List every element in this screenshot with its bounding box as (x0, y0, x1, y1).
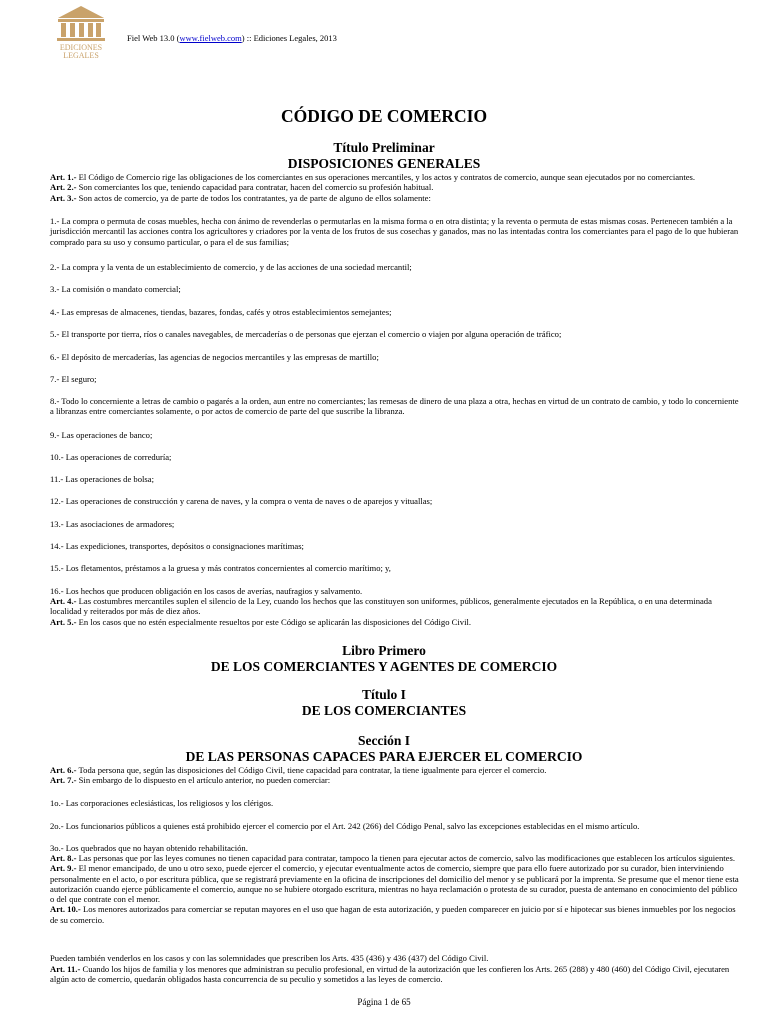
article-text: Son actos de comercio, ya de parte de todos los contratantes, ya de parte de alguno de ellos solamente: (76, 192, 431, 203)
list-item: 2.- La compra y la venta de un establecimiento de comercio, y de las acciones de una sociedad mercantil; (50, 262, 412, 272)
article-text: Son comerciantes los que, teniendo capacidad para contratar, hacen del comercio su profesión habitual. (76, 182, 434, 193)
article-text: Toda persona que, según las disposiciones del Código Civil, tiene capacidad para contratar, la tiene igualmente para ejercer el comercio. (76, 765, 547, 775)
list-item: 3.- La comisión o mandato comercial; (50, 284, 181, 294)
articles-4-5 (50, 596, 740, 627)
heading-line2: DE LAS PERSONAS CAPACES PARA EJERCER EL COMERCIO (185, 749, 583, 764)
fielweb-link[interactable]: www.fielweb.com (179, 33, 242, 43)
document-title: CÓDIGO DE COMERCIO (280, 106, 488, 126)
page-number: Página 1 de 65 (357, 997, 411, 1007)
article-label: Art. 3.- (50, 192, 77, 203)
article (50, 596, 740, 617)
article (50, 617, 740, 627)
list-item: 15.- Los fletamentos, préstamos a la gruesa y más contratos concernientes al comercio marítimo; y, (50, 563, 391, 573)
logo-text-ediciones: EDICIONES (59, 43, 103, 52)
article (50, 765, 740, 775)
list-item: 2o.- Los funcionarios públicos a quienes está prohibido ejercer el comercio por el Art. 242 (266) del Código Penal, salvo las excepciones establecidas en el mismo artículo. (50, 821, 640, 831)
article (50, 863, 740, 904)
logo-text-legales: LEGALES (63, 51, 99, 60)
list-item: 7.- El seguro; (50, 374, 97, 384)
heading-line2: DISPOSICIONES GENERALES (287, 156, 481, 171)
article-label: Art. 6.- (50, 765, 77, 775)
heading-line1: Título I (362, 687, 406, 702)
list-item: 4.- Las empresas de almacenes, tiendas, bazares, fondas, cafés y otros establecimientos semejantes; (50, 307, 392, 317)
heading-titulo-i (0, 687, 768, 719)
article (50, 182, 740, 192)
heading-line1: Sección I (357, 733, 411, 748)
article-11 (50, 964, 740, 985)
list-item: 9.- Las operaciones de banco; (50, 430, 153, 440)
article (50, 193, 740, 203)
list-item: 1.- La compra o permuta de cosas muebles, hecha con ánimo de revenderlas o permutarlas en la misma forma o en otra distinta; y la reventa o permuta de estas mismas cosas. Pertenecen también a la jurisdicción mercantil las acciones contra los agricultores y criadores por la venta de los frutos de sus cosechas y ganados, mas no las intentadas contra los comerciantes para el pago de lo que hubieran comprado para su uso y consumo particular, o para el de sus familias; (50, 216, 739, 247)
list-item: 8.- Todo lo concerniente a letras de cambio o pagarés a la orden, aun entre no comerciantes; las remesas de dinero de una plaza a otra, hechas en virtud de un contrato de cambio, y todo lo concerniente a libranzas entre comerciantes solamente, o por actos de comercio de parte del que suscribe la libranza. (50, 396, 739, 417)
heading-line1: Título Preliminar (333, 140, 435, 155)
list-item: 3o.- Los quebrados que no hayan obtenido rehabilitación. (50, 843, 248, 853)
articles-6-7 (50, 765, 740, 786)
list-item: 14.- Las expediciones, transportes, depósitos o consignaciones marítimas; (50, 541, 304, 551)
article-text: Los menores autorizados para comerciar se reputan mayores en el uso que hagan de esta autorización, y pueden comparecer en juicio por sí e hipotecar sus bienes inmuebles por los negocios de su comercio. (50, 904, 736, 925)
heading-line2: DE LOS COMERCIANTES Y AGENTES DE COMERCIO (210, 659, 558, 674)
article-text: Las personas que por las leyes comunes no tienen capacidad para contratar, tampoco la tienen para ejecutar actos de comercio, salvo las modificaciones que establecen los artículos siguientes. (76, 853, 735, 863)
article-text: Sin embargo de lo dispuesto en el artículo anterior, no pueden comerciar: (76, 775, 331, 786)
heading-line2: DE LOS COMERCIANTES (301, 703, 467, 718)
article-text: El Código de Comercio rige las obligaciones de los comerciantes en sus operaciones mercantiles, y los actos y contratos de comercio, aunque sean ejecutados por no comerciantes. (76, 172, 696, 182)
article (50, 964, 740, 985)
article-text: Las costumbres mercantiles suplen el silencio de la Ley, cuando los hechos que las constituyen son uniformes, públicos, generalmente ejecutados en la República, o en una determinada localidad y reiterados por más de diez años. (50, 596, 712, 617)
article-text: El menor emancipado, de uno u otro sexo, puede ejercer el comercio, y ejecutar eventualmente actos de comercio, siempre que para ello fuere autorizado por su curador, bien interviniendo personalmente en el acto, o por escritura pública, que se registrará previamente en la oficina de inscripciones del domicilio del menor y se publicará por la imprenta. Se presume que el menor tiene esta autorización cuando ejerce públicamente el comercio, aunque no se hubiere otorgado escritura, mientras no haya reclamación o protesta de su curador, puesta de antemano en conocimiento del público o del que contrate con el menor. (50, 863, 739, 905)
header-prefix: Fiel Web 13.0 ( (127, 33, 180, 43)
article-label: Art. 8.- (50, 853, 77, 863)
ediciones-legales-logo (52, 4, 110, 60)
list-item: 12.- Las operaciones de construcción y carena de naves, y la compra o venta de naves o de aparejos y vituallas; (50, 496, 433, 506)
article-label: Art. 11.- (50, 964, 81, 974)
article-text: Cuando los hijos de familia y los menores que administran su peculio profesional, en virtud de la autorización que les confieren los Arts. 265 (288) y 480 (460) del Código Civil, ejecutaren algún acto de comercio, quedarán obligados hasta concurrencia de su peculio y sometidos a las leyes de comercio. (50, 964, 730, 985)
article-label: Art. 1.- (50, 172, 77, 182)
heading-libro-primero (0, 643, 768, 675)
paragraph-pueden: Pueden también venderlos en los casos y con las solemnidades que prescriben los Arts. 435 (436) y 436 (437) del Código Civil. (50, 953, 489, 963)
article-label: Art. 10.- (50, 904, 81, 915)
header-line (127, 33, 337, 43)
article (50, 172, 740, 182)
articles-1-3 (50, 172, 740, 203)
list-item: 6.- El depósito de mercaderías, las agencias de negocios mercantiles y las empresas de martillo; (50, 352, 379, 362)
header-suffix: ) :: Ediciones Legales, 2013 (241, 33, 337, 43)
article-label: Art. 4.- (50, 596, 77, 606)
articles-8-10 (50, 853, 740, 925)
article (50, 775, 740, 785)
heading-seccion-i (0, 733, 768, 765)
heading-titulo-preliminar (0, 140, 768, 172)
heading-line1: Libro Primero (342, 643, 426, 658)
list-item: 16.- Los hechos que producen obligación en los casos de averías, naufragios y salvamento. (50, 586, 363, 596)
article (50, 904, 740, 925)
article-label: Art. 5.- (50, 616, 77, 627)
list-item: 1o.- Las corporaciones eclesiásticas, los religiosos y los clérigos. (50, 798, 274, 808)
list-item: 13.- Las asociaciones de armadores; (50, 519, 175, 529)
list-item: 10.- Las operaciones de correduría; (50, 452, 172, 462)
article-label: Art. 9.- (50, 863, 77, 874)
article (50, 853, 740, 863)
list-item: 5.- El transporte por tierra, ríos o canales navegables, de mercaderías o de personas que ejerzan el comercio o viajen por alguna operación de tráfico; (50, 329, 562, 339)
article-label: Art. 2.- (50, 182, 77, 193)
article-label: Art. 7.- (50, 775, 77, 786)
list-item: 11.- Las operaciones de bolsa; (50, 474, 154, 484)
article-text: En los casos que no estén especialmente resueltos por este Código se aplicarán las disposiciones del Código Civil. (76, 616, 472, 627)
